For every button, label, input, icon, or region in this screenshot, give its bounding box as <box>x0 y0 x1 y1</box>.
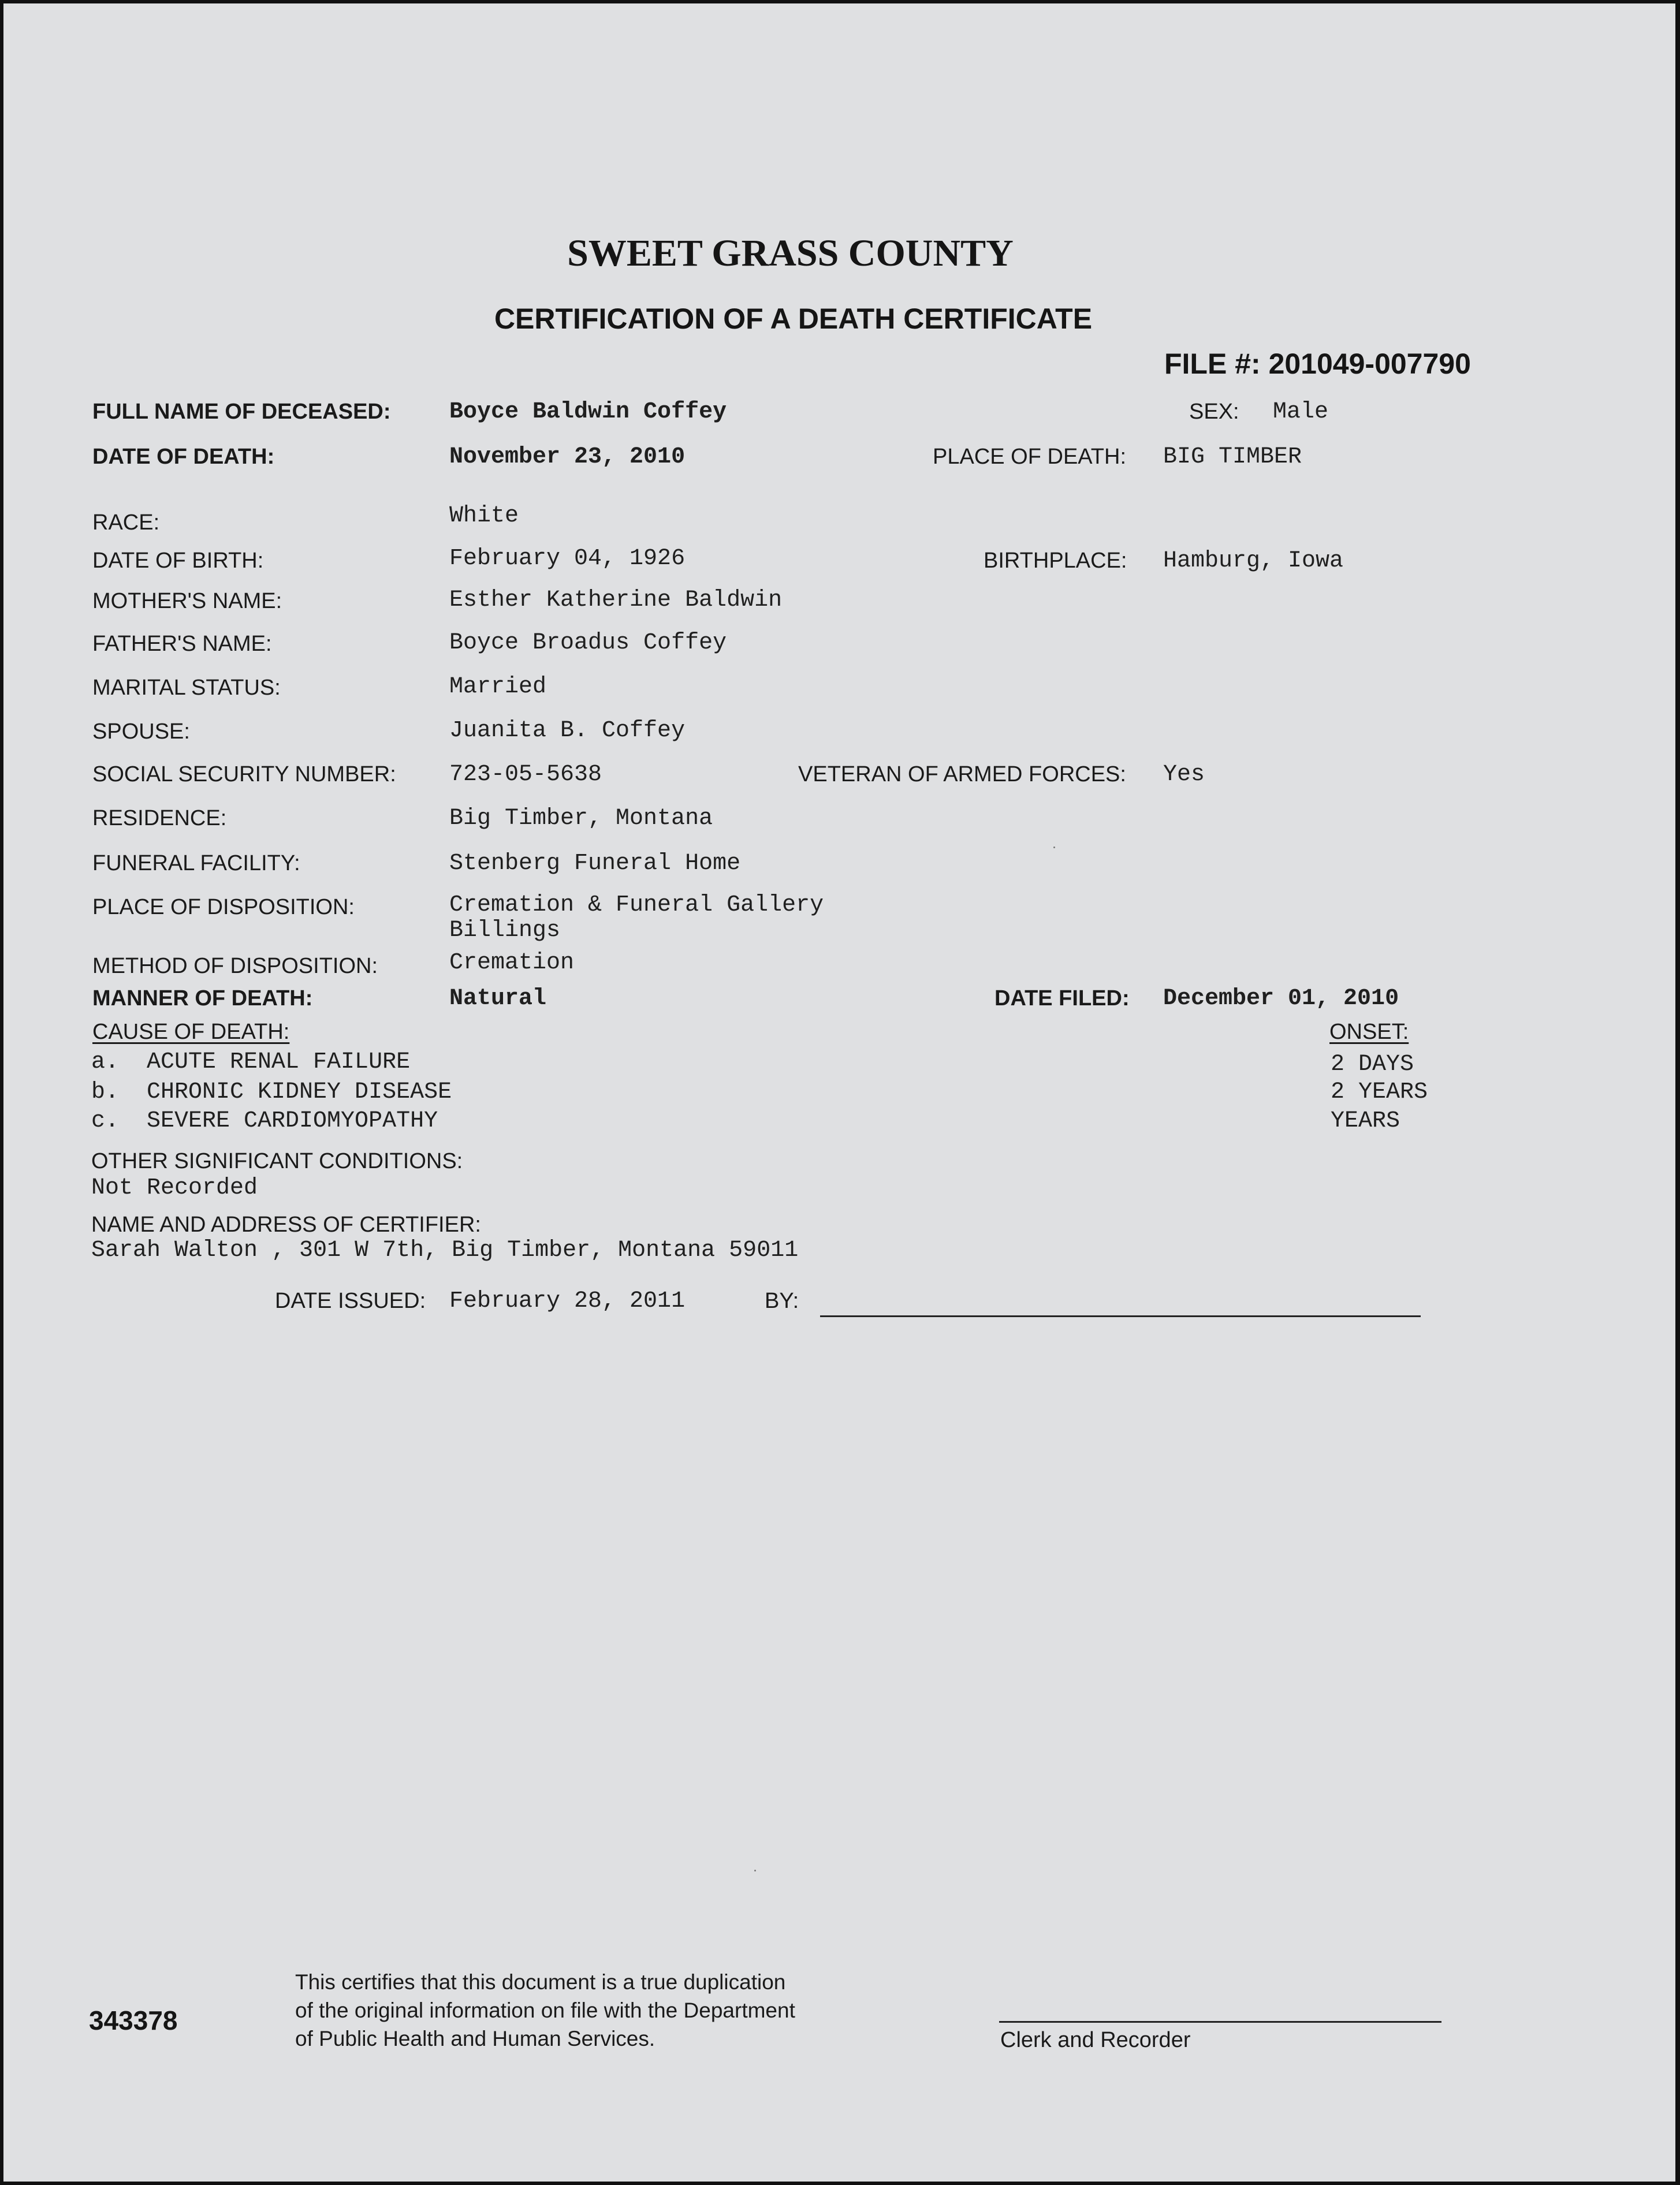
clerk-signature-line <box>999 2021 1441 2023</box>
full-name-label: FULL NAME OF DECEASED: <box>92 400 391 424</box>
cause-b-letter: b. <box>91 1079 120 1105</box>
by-label: BY: <box>765 1289 799 1313</box>
funeral-facility-value: Stenberg Funeral Home <box>449 851 741 877</box>
fathers-name-value: Boyce Broadus Coffey <box>449 630 727 656</box>
certifier-label: NAME AND ADDRESS OF CERTIFIER: <box>91 1213 481 1237</box>
birthplace-value: Hamburg, Iowa <box>1163 548 1344 574</box>
certification-note-line3: of Public Health and Human Services. <box>295 2027 655 2050</box>
cause-b-text: CHRONIC KIDNEY DISEASE <box>147 1079 452 1105</box>
cause-b-onset: 2 YEARS <box>1331 1079 1428 1105</box>
date-of-death-label: DATE OF DEATH: <box>92 445 275 469</box>
cause-c-onset: YEARS <box>1331 1108 1400 1134</box>
mothers-name-label: MOTHER'S NAME: <box>92 589 282 613</box>
date-of-death-value: November 23, 2010 <box>449 444 686 470</box>
manner-of-death-label: MANNER OF DEATH: <box>92 986 313 1011</box>
funeral-facility-label: FUNERAL FACILITY: <box>92 851 300 875</box>
mothers-name-value: Esther Katherine Baldwin <box>449 587 783 613</box>
marital-status-label: MARITAL STATUS: <box>92 676 281 700</box>
cause-of-death-label: CAUSE OF DEATH: <box>92 1020 290 1044</box>
residence-label: RESIDENCE: <box>92 806 227 830</box>
certificate-title: CERTIFICATION OF A DEATH CERTIFICATE <box>494 303 1093 335</box>
date-of-birth-label: DATE OF BIRTH: <box>92 549 264 573</box>
ssn-label: SOCIAL SECURITY NUMBER: <box>92 762 396 786</box>
cause-c-letter: c. <box>91 1108 120 1134</box>
cause-a-text: ACUTE RENAL FAILURE <box>147 1049 411 1075</box>
onset-label: ONSET: <box>1329 1020 1409 1044</box>
certifier-value: Sarah Walton , 301 W 7th, Big Timber, Montana 59011 <box>91 1237 799 1263</box>
date-issued-label: DATE ISSUED: <box>275 1289 426 1313</box>
method-of-disposition-label: METHOD OF DISPOSITION: <box>92 954 378 978</box>
certificate-page <box>3 3 1675 2182</box>
date-of-birth-value: February 04, 1926 <box>449 546 686 572</box>
place-of-disposition-value-line1: Cremation & Funeral Gallery <box>449 892 824 918</box>
certification-note <box>295 1968 861 2053</box>
birthplace-label: BIRTHPLACE: <box>984 549 1127 573</box>
certification-note-line1: This certifies that this document is a true duplication <box>295 1970 786 1994</box>
date-filed-value: December 01, 2010 <box>1163 986 1399 1012</box>
cause-c-text: SEVERE CARDIOMYOPATHY <box>147 1108 438 1134</box>
cause-a-letter: a. <box>91 1049 120 1075</box>
ssn-value: 723-05-5638 <box>449 762 602 788</box>
race-value: White <box>449 503 519 529</box>
method-of-disposition-value: Cremation <box>449 950 575 976</box>
file-number: FILE #: 201049-007790 <box>1164 348 1471 380</box>
place-of-death-label: PLACE OF DEATH: <box>933 445 1127 469</box>
sex-value: Male <box>1273 399 1329 425</box>
cause-a-onset: 2 DAYS <box>1331 1052 1414 1077</box>
marital-status-value: Married <box>449 674 547 700</box>
date-filed-label: DATE FILED: <box>994 986 1130 1011</box>
manner-of-death-value: Natural <box>449 986 547 1012</box>
race-label: RACE: <box>92 510 160 535</box>
fathers-name-label: FATHER'S NAME: <box>92 632 272 656</box>
place-of-disposition-label: PLACE OF DISPOSITION: <box>92 895 355 919</box>
spouse-value: Juanita B. Coffey <box>449 718 686 744</box>
issued-by-signature-line <box>820 1315 1421 1317</box>
place-of-disposition-value-line2: Billings <box>449 918 561 944</box>
place-of-death-value: BIG TIMBER <box>1163 444 1302 470</box>
clerk-recorder-label: Clerk and Recorder <box>1000 2028 1191 2052</box>
document-number: 343378 <box>89 2005 178 2035</box>
date-issued-value: February 28, 2011 <box>449 1288 686 1314</box>
scan-speck <box>754 1870 756 1871</box>
full-name-value: Boyce Baldwin Coffey <box>449 399 727 425</box>
veteran-label: VETERAN OF ARMED FORCES: <box>798 762 1126 786</box>
certification-note-line2: of the original information on file with the Department <box>295 1998 795 2022</box>
spouse-label: SPOUSE: <box>92 719 190 744</box>
scan-speck <box>1053 847 1055 848</box>
veteran-value: Yes <box>1163 762 1205 788</box>
residence-value: Big Timber, Montana <box>449 806 713 832</box>
sex-label: SEX: <box>1189 400 1239 424</box>
county-title: SWEET GRASS COUNTY <box>567 232 1014 274</box>
other-conditions-label: OTHER SIGNIFICANT CONDITIONS: <box>91 1149 463 1173</box>
other-conditions-value: Not Recorded <box>91 1175 258 1201</box>
